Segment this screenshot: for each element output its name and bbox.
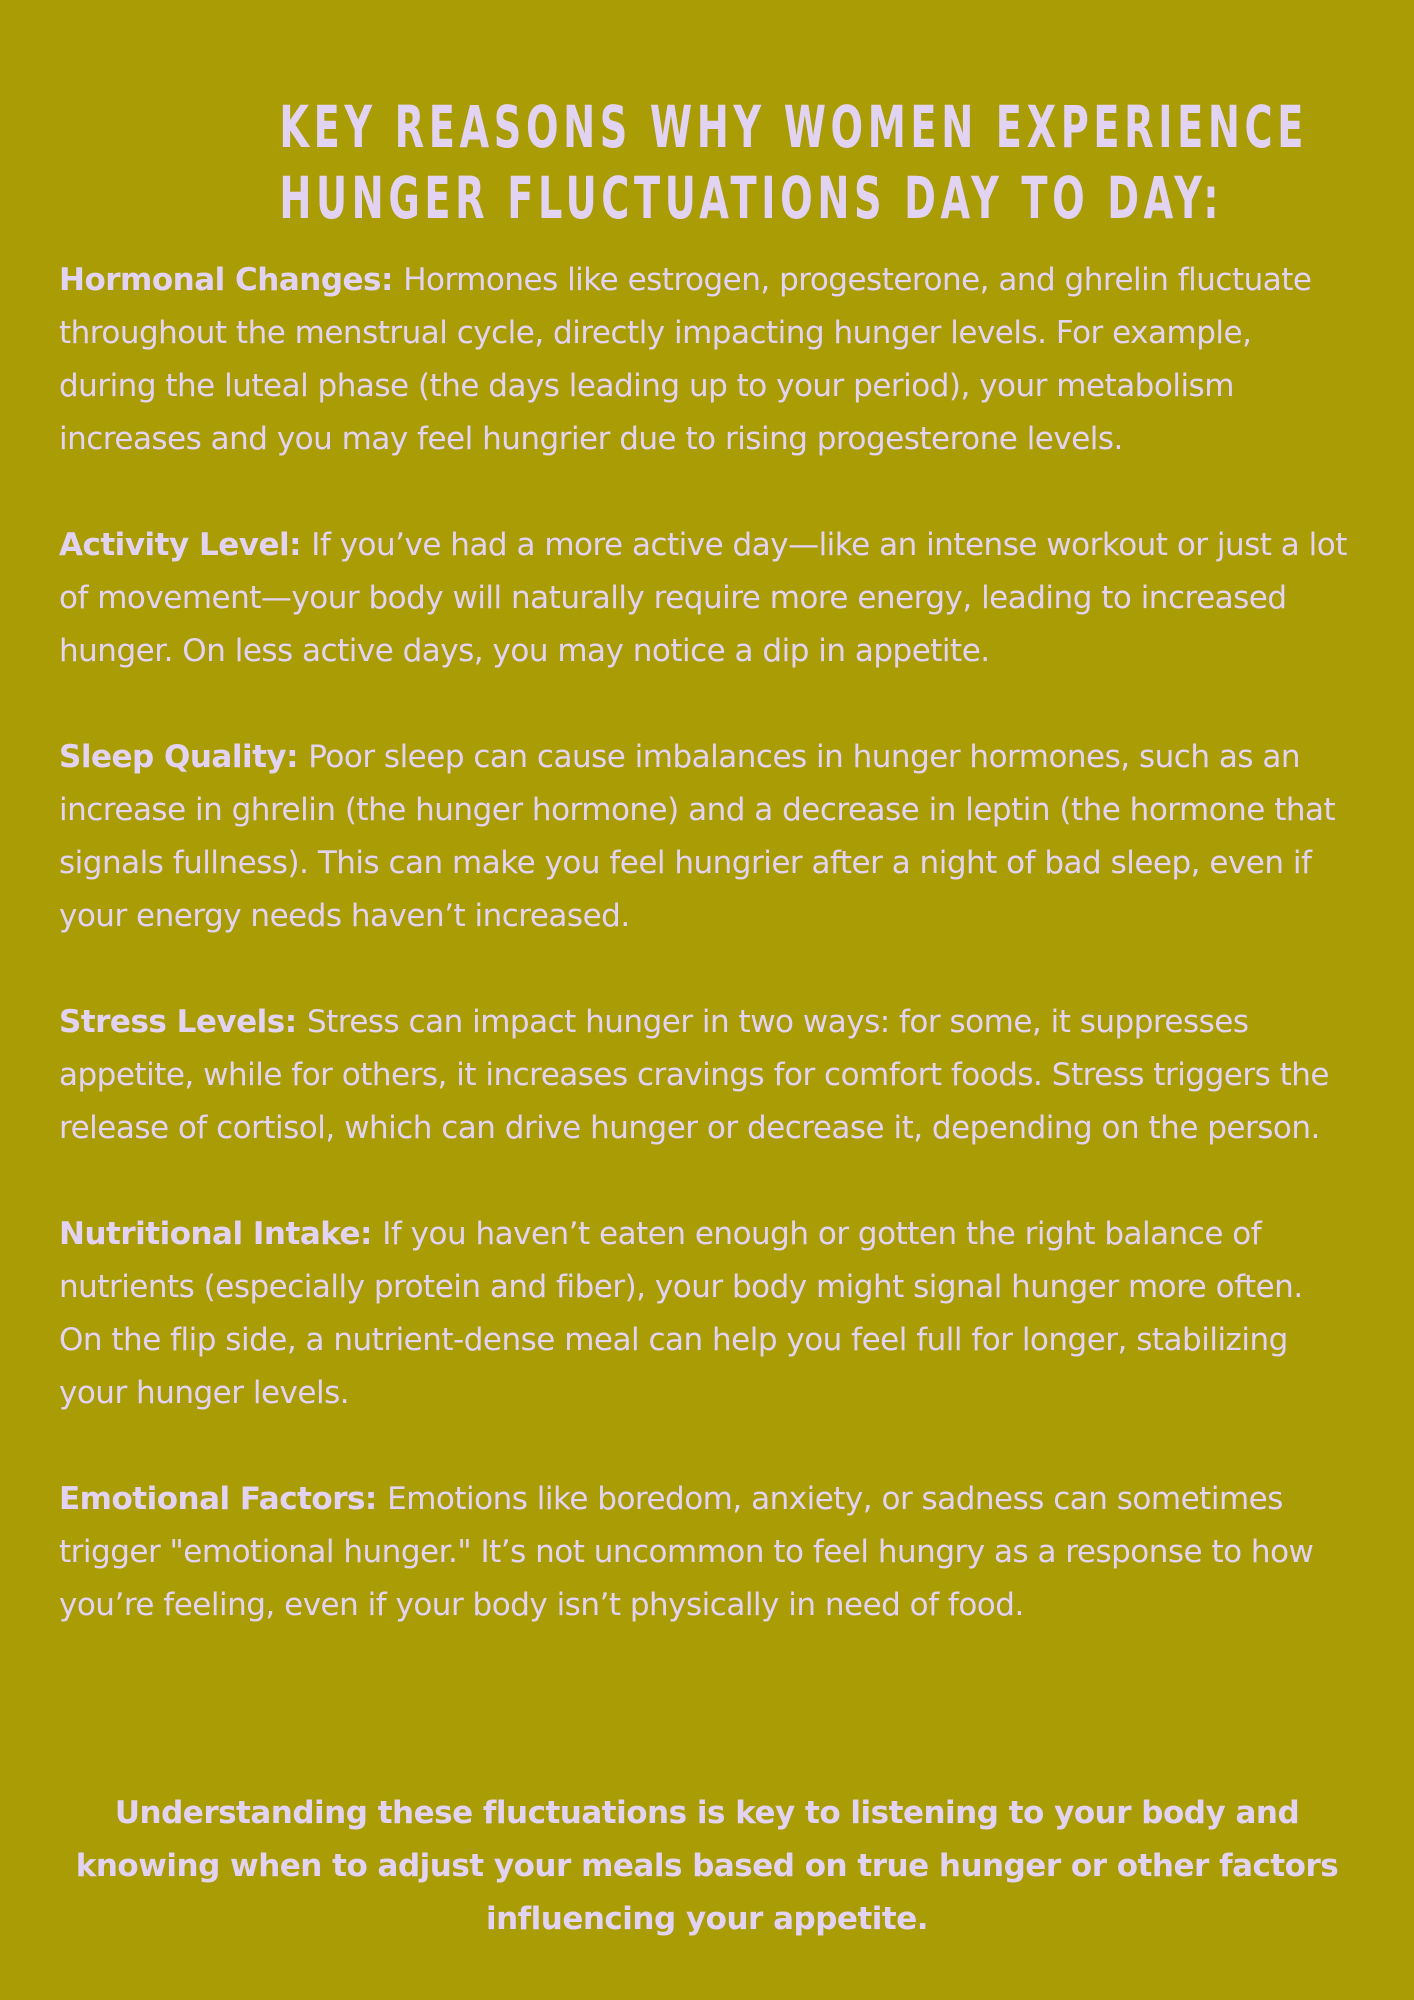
reason-heading: Sleep Quality:: [59, 739, 309, 775]
reason-heading: Nutritional Intake:: [59, 1216, 383, 1252]
reason-stress-levels: [59, 996, 1355, 1155]
reason-heading: Stress Levels:: [59, 1004, 307, 1040]
reason-hormonal-changes: [59, 254, 1355, 466]
reason-heading: Emotional Factors:: [59, 1481, 388, 1517]
reason-body: Stress can impact hunger in two ways: for some, it suppresses appetite, while for others, it increases cravings for comfort foods. Stress triggers the release of cortisol, which can drive hunger or decrease it, depending on the person.: [59, 1004, 1329, 1146]
reason-emotional-factors: [59, 1473, 1355, 1632]
reason-heading: Activity Level:: [59, 527, 312, 563]
reason-body: Hormones like estrogen, progesterone, and ghrelin fluctuate throughout the menstrual cycle, directly impacting hunger levels. For example, during the luteal phase (the days leading up to your period), your metabolism increases and you may feel hungrier due to rising progesterone levels.: [59, 262, 1312, 457]
title-line-2: HUNGER FLUCTUATIONS DAY TO DAY:: [279, 164, 1224, 232]
reason-body: If you’ve had a more active day—like an intense workout or just a lot of movement—your body will naturally require more energy, leading to increased hunger. On less active days, you may notice a dip in appetite.: [59, 527, 1347, 669]
reason-activity-level: [59, 519, 1355, 678]
reason-sleep-quality: [59, 731, 1355, 943]
conclusion-text: Understanding these fluctuations is key to listening to your body and knowing when to adjust your meals based on true hunger or other factors influencing your appetite.: [75, 1795, 1339, 1937]
reasons-list: [59, 254, 1355, 1632]
reason-nutritional-intake: [59, 1208, 1355, 1420]
page-title: [279, 92, 1309, 234]
reason-body: Poor sleep can cause imbalances in hunger hormones, such as an increase in ghrelin (the hunger hormone) and a decrease in leptin (the hormone that signals fullness). This can make you feel hungrier after a night of bad sleep, even if your energy needs haven’t increased.: [59, 739, 1336, 934]
reason-body: Emotions like boredom, anxiety, or sadness can sometimes trigger "emotional hunger." It’s not uncommon to feel hungry as a response to how you’re feeling, even if your body isn’t physically in need of food.: [59, 1481, 1314, 1623]
title-line-1: KEY REASONS WHY WOMEN EXPERIENCE: [279, 93, 1309, 161]
reason-body: If you haven’t eaten enough or gotten the right balance of nutrients (especially protein and fiber), your body might signal hunger more often. On the flip side, a nutrient-dense meal can help you feel full for longer, stabilizing your hunger levels.: [59, 1216, 1303, 1411]
reason-heading: Hormonal Changes:: [59, 262, 404, 298]
